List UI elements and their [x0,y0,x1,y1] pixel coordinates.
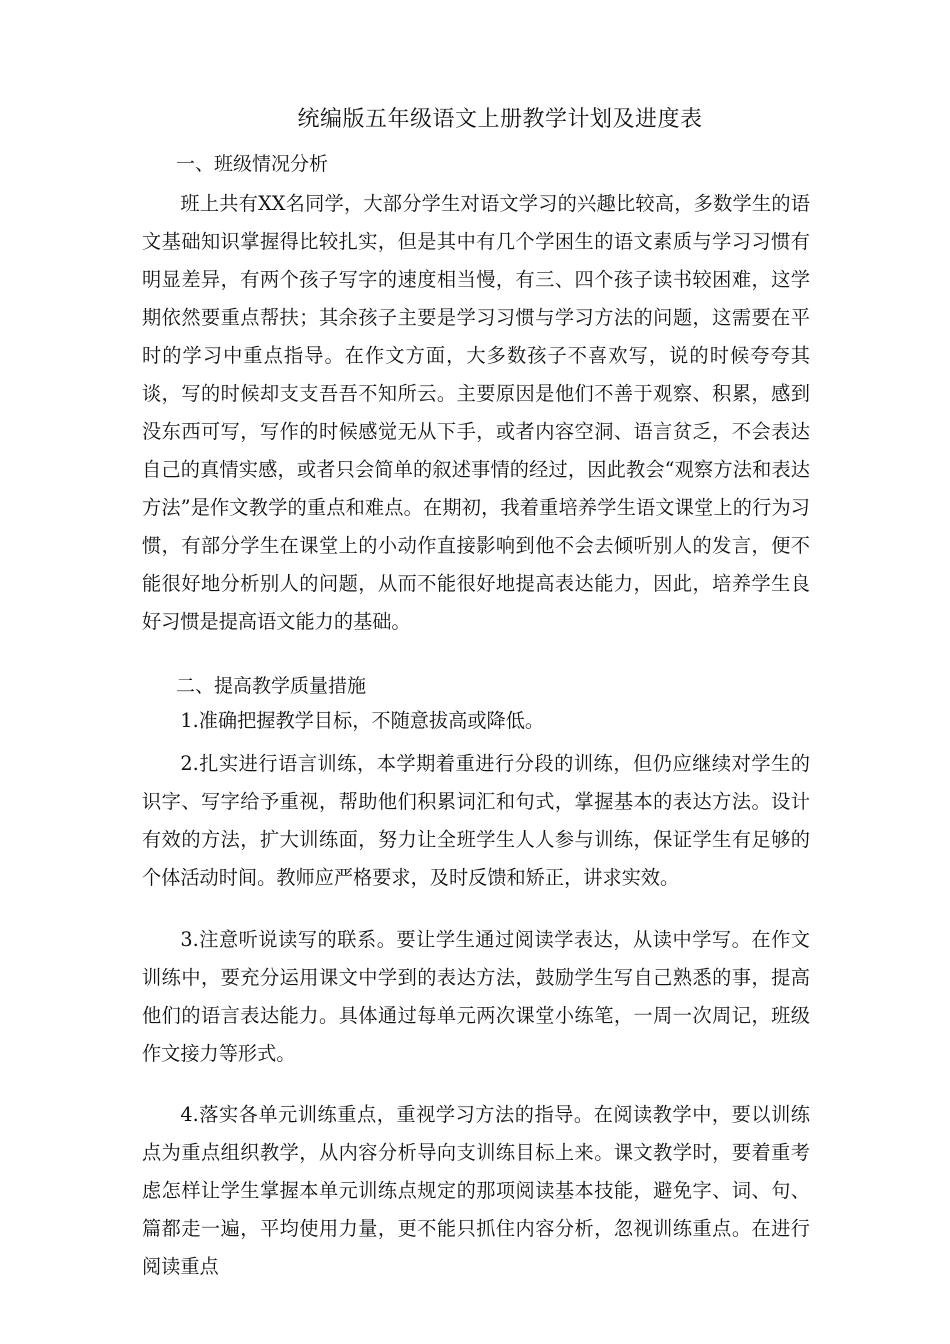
measure-item-3: 3.注意听说读写的联系。要让学生通过阅读学表达，从读中学写。在作文训练中，要充分运用课文中学到的表达方法，鼓励学生写自己熟悉的事，提高他们的语言表达能力。具体通过每单元两次课堂小练笔，一周一次周记，班级作文接力等形式。 [142,928,810,1065]
measure-item-2: 2.扎实进行语言训练，本学期着重进行分段的训练，但仍应继续对学生的识字、写字给予重视，帮助他们积累词汇和句式，掌握基本的表达方法。设计有效的方法，扩大训练面，努力让全班学生人人参与训练，保证学生有足够的个体活动时间。教师应严格要求，及时反馈和矫正，讲求实效。 [142,752,810,889]
measure-item-1: 1.准确把握教学目标，不随意拔高或降低。 [180,709,545,732]
measure-item-4: 4.落实各单元训练重点，重视学习方法的指导。在阅读教学中，要以训练点为重点组织教学，从内容分析导向支训练目标上来。课文教学时，要着重考虑怎样让学生掌握本单元训练点规定的那项阅读基本技能，避免字、词、句、篇都走一遍，平均使用力量，更不能只抓住内容分析，忽视训练重点。在进行阅读重点 [142,1103,810,1278]
document-title: 统编版五年级语文上册教学计划及进度表 [297,107,703,132]
section-heading-class-analysis: 一、班级情况分析 [176,153,329,175]
section-heading-teaching-measures: 二、提高教学质量措施 [176,675,367,697]
class-analysis-paragraph: 班上共有XX名同学，大部分学生对语文学习的兴趣比较高，多数学生的语文基础知识掌握得比较扎实，但是其中有几个学困生的语文素质与学习习惯有明显差异，有两个孩子写字的速度相当慢，有三、四个孩子读书较困难，这学期依然要重点帮扶；其余孩子主要是学习习惯与学习方法的问题，这需要在平时的学习中重点指导。在作文方面，大多数孩子不喜欢写，说的时候夸夸其谈，写的时候却支支吾吾不知所云。主要原因是他们不善于观察、积累，感到没东西可写，写作的时候感觉无从下手，或者内容空洞、语言贫乏，不会表达自己的真情实感，或者只会简单的叙述事情的经过，因此教会“观察方法和表达方法”是作文教学的重点和难点。在期初，我着重培养学生语文课堂上的行为习惯，有部分学生在课堂上的小动作直接影响到他不会去倾听别人的发言，便不能很好地分析别人的问题，从而不能很好地提高表达能力，因此，培养学生良好习惯是提高语文能力的基础。 [142,192,810,633]
